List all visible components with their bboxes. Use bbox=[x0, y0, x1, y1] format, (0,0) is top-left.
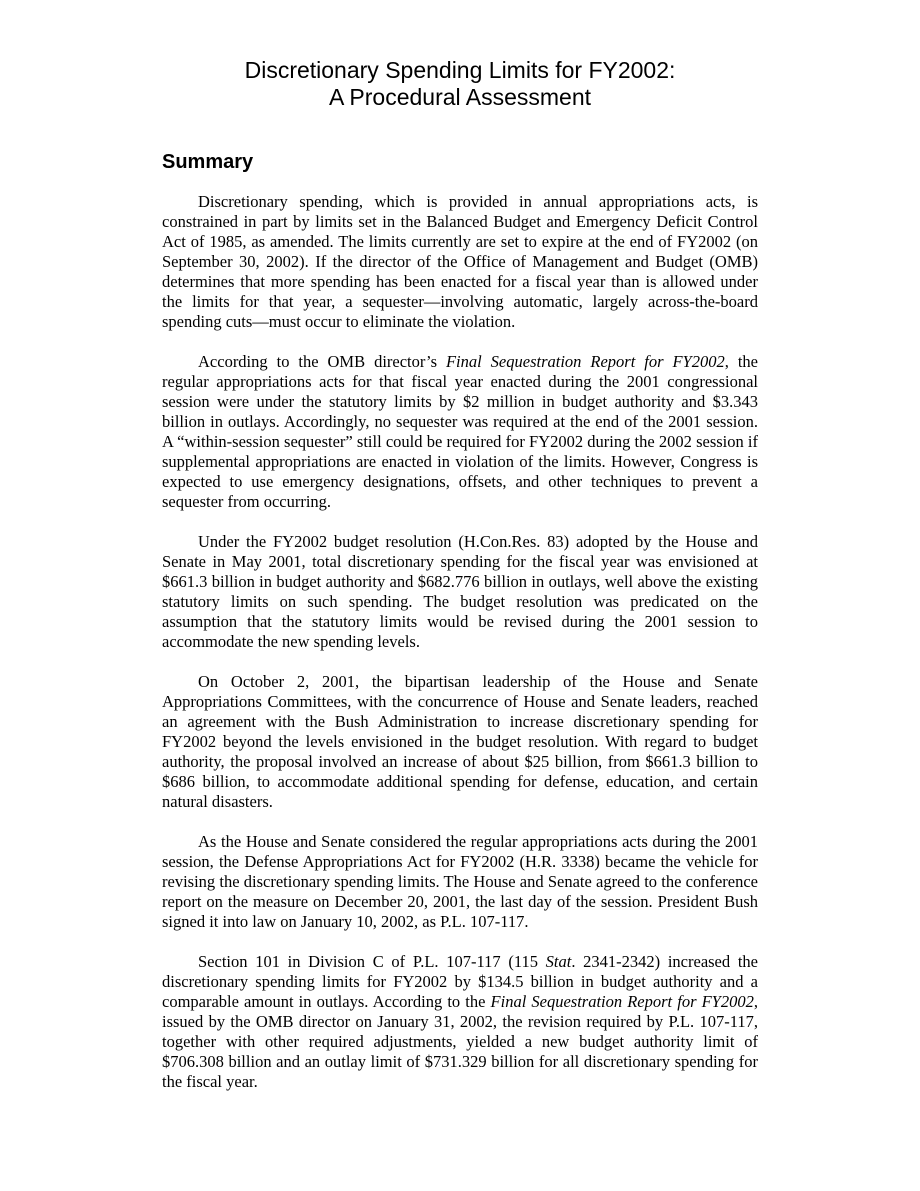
report-title-italic: Final Sequestration Report for FY2002 bbox=[490, 992, 754, 1011]
summary-paragraph-1: Discretionary spending, which is provided in annual appropriations acts, is constrained in part by limits set in the Balanced Budget and Emergency Deficit Control Act of 1985, as amended. The limits currently are set to expire at the end of FY2002 (on September 30, 2002). If the director of the Office of Management and Budget (OMB) determines that more spending has been enacted for a fiscal year than is allowed under the limits for that year, a sequester—involving automatic, largely across-the-board spending cuts—must occur to eliminate the violation. bbox=[162, 192, 758, 331]
summary-paragraph-5: As the House and Senate considered the regular appropriations acts during the 2001 session, the Defense Appropriations Act for FY2002 (H.R. 3338) became the vehicle for revising the discretionary spending limits. The House and Senate agreed to the conference report on the measure on December 20, 2001, the last day of the session. President Bush signed it into law on January 10, 2002, as P.L. 107-117. bbox=[162, 832, 758, 931]
document-page bbox=[162, 57, 758, 1112]
paragraph-2-text-after: , the regular appropriations acts for that fiscal year enacted during the 2001 congressional session were under the statutory limits by $2 million in budget authority and $3.343 billion in outlays. Accordingly, no sequester was required at the end of the 2001 session. A “within-session sequester” still could be required for FY2002 during the 2002 session if supplemental appropriations are enacted in violation of the limits. However, Congress is expected to use emergency designations, offsets, and other techniques to prevent a sequester from occurring. bbox=[162, 352, 758, 511]
document-title bbox=[162, 57, 758, 111]
stat-italic: Stat bbox=[545, 952, 572, 971]
summary-paragraph-4: On October 2, 2001, the bipartisan leadership of the House and Senate Appropriations Committees, with the concurrence of House and Senate leaders, reached an agreement with the Bush Administration to increase discretionary spending for FY2002 beyond the levels envisioned in the budget resolution. With regard to budget authority, the proposal involved an increase of about $25 billion, from $661.3 billion to $686 billion, to accommodate additional spending for defense, education, and certain natural disasters. bbox=[162, 672, 758, 811]
summary-paragraph-2 bbox=[162, 352, 758, 512]
summary-paragraph-6 bbox=[162, 952, 758, 1092]
title-line-2: A Procedural Assessment bbox=[328, 84, 592, 110]
report-title-italic: Final Sequestration Report for FY2002 bbox=[445, 352, 725, 371]
paragraph-6-text-before: Section 101 in Division C of P.L. 107-117 (115 bbox=[198, 952, 546, 971]
paragraph-6-text-middle: . 2341-2342) increased the discretionary spending limits for FY2002 by $134.5 billion in budget authority and a comparable amount in outlays. According to the bbox=[162, 952, 758, 1011]
summary-heading: Summary bbox=[162, 151, 254, 173]
summary-paragraph-3: Under the FY2002 budget resolution (H.Con.Res. 83) adopted by the House and Senate in May 2001, total discretionary spending for the fiscal year was envisioned at $661.3 billion in budget authority and $682.776 billion in outlays, well above the existing statutory limits on such spending. The budget resolution was predicated on the assumption that the statutory limits would be revised during the 2001 session to accommodate the new spending levels. bbox=[162, 532, 758, 651]
title-line-1: Discretionary Spending Limits for FY2002: bbox=[244, 57, 676, 83]
paragraph-2-text-before: According to the OMB director’s bbox=[198, 352, 446, 371]
paragraph-6-text-after: , issued by the OMB director on January 31, 2002, the revision required by P.L. 107-117, together with other required adjustments, yielded a new budget authority limit of $706.308 billion and an outlay limit of $731.329 billion for all discretionary spending for the fiscal year. bbox=[162, 992, 758, 1091]
